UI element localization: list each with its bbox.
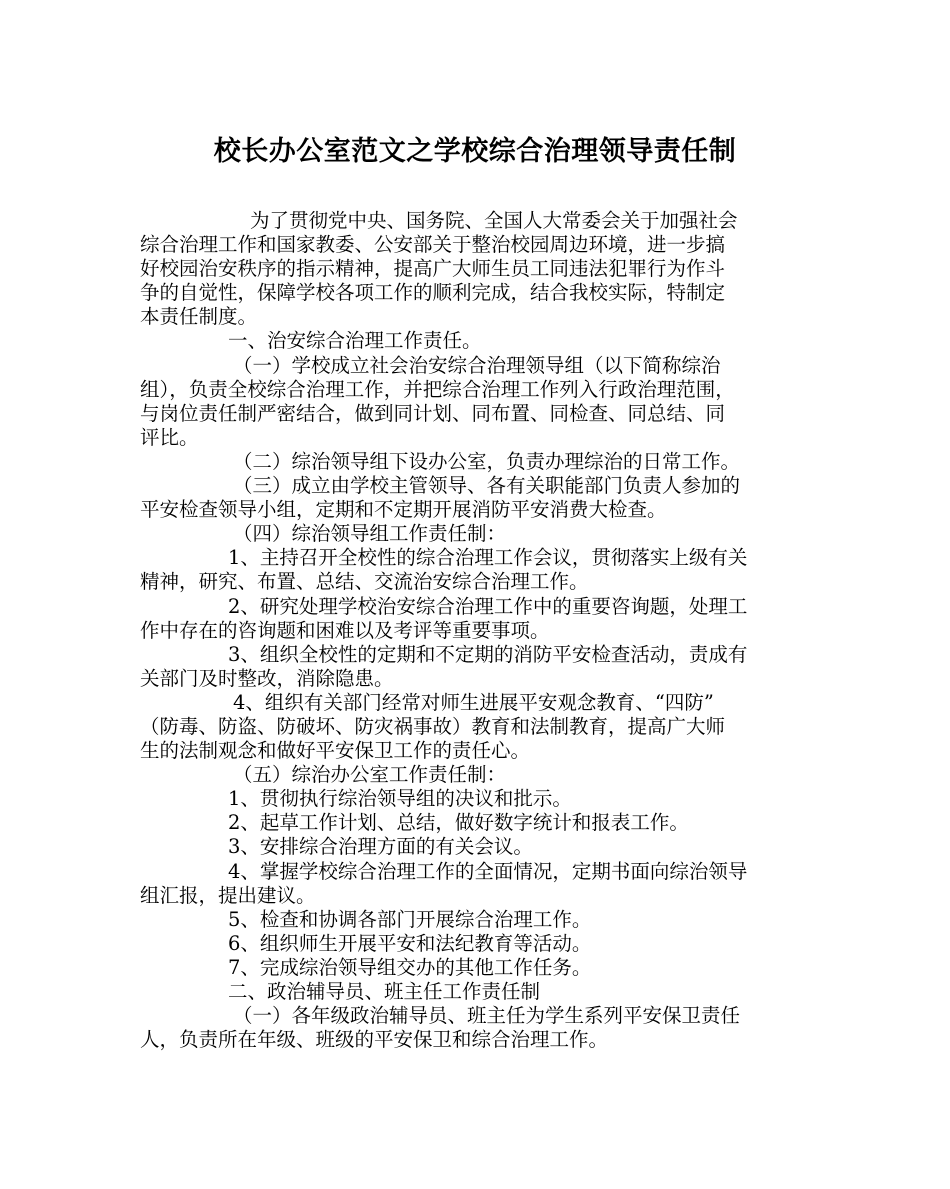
paragraph-line: 为了贯彻党中央、国务院、全国人大常委会关于加强社会 (250, 209, 738, 232)
paragraph-line: （二）综治领导组下设办公室，负责办理综治的日常工作。 (233, 449, 741, 473)
list-item: 3、组织全校性的定期和不定期的消防平安检查活动，责成有 (228, 642, 748, 666)
subsection-heading: （四）综治领导组工作责任制： (233, 522, 507, 546)
paragraph-line: 作中存在的咨询题和困难以及考评等重要事项。 (140, 618, 550, 642)
paragraph-line: 争的自觉性，保障学校各项工作的顺利完成，结合我校实际，特制定 (140, 281, 726, 305)
list-item: 2、起草工作计划、总结，做好数字统计和报表工作。 (228, 811, 689, 835)
paragraph-line: （防毒、防盗、防破坏、防灾祸事故）教育和法制教育，提高广大师 (140, 714, 726, 738)
paragraph-line: 评比。 (140, 425, 199, 449)
paragraph-line: （一）各年级政治辅导员、班主任为学生系列平安保卫责任 (233, 1004, 741, 1028)
section-heading: 一、治安综合治理工作责任。 (228, 329, 482, 353)
paragraph-line: 精神，研究、布置、总结、交流治安综合治理工作。 (140, 570, 589, 594)
paragraph-line: 平安检查领导小组，定期和不定期开展消防平安消费大检查。 (140, 498, 667, 522)
subsection-heading: （五）综治办公室工作责任制： (233, 763, 507, 787)
paragraph-line: 好校园治安秩序的指示精神，提高广大师生员工同违法犯罪行为作斗 (140, 257, 726, 281)
list-item: 1、主持召开全校性的综合治理工作会议，贯彻落实上级有关 (228, 546, 748, 570)
list-item: 3、安排综合治理方面的有关会议。 (228, 835, 533, 859)
paragraph-line: 本责任制度。 (140, 305, 258, 329)
paragraph-line: （一）学校成立社会治安综合治理领导组（以下简称综治 (233, 353, 721, 377)
list-item: 6、组织师生开展平安和法纪教育等活动。 (228, 931, 592, 955)
list-item: 2、研究处理学校治安综合治理工作中的重要咨询题，处理工 (228, 594, 748, 618)
list-item: 1、贯彻执行综治领导组的决议和批示。 (228, 787, 572, 811)
list-item: 7、完成综治领导组交办的其他工作任务。 (228, 955, 592, 979)
paragraph-line: 组），负责全校综合治理工作，并把综合治理工作列入行政治理范围， (140, 377, 735, 401)
paragraph-line: 综合治理工作和国家教委、公安部关于整治校园周边环境，进一步搞 (140, 233, 726, 257)
paragraph-line: 关部门及时整改，消除隐患。 (140, 666, 394, 690)
paragraph-line: 生的法制观念和做好平安保卫工作的责任心。 (140, 739, 531, 763)
list-item: 5、检查和协调各部门开展综合治理工作。 (228, 907, 592, 931)
paragraph-line: 组汇报，提出建议。 (140, 883, 316, 907)
paragraph-line: 人，负责所在年级、班级的平安保卫和综合治理工作。 (140, 1028, 609, 1052)
document-title: 校长办公室范文之学校综合治理领导责任制 (213, 136, 737, 167)
list-item: 4、组织有关部门经常对师生进展平安观念教育、“四防” (233, 690, 714, 714)
document-body (140, 209, 830, 1052)
section-heading: 二、政治辅导员、班主任工作责任制 (228, 980, 541, 1003)
paragraph-line: （三）成立由学校主管领导、各有关职能部门负责人参加的 (233, 474, 741, 498)
paragraph-line: 与岗位责任制严密结合，做到同计划、同布置、同检查、同总结、同 (140, 401, 726, 425)
list-item: 4、掌握学校综合治理工作的全面情况，定期书面向综治领导 (228, 859, 748, 883)
